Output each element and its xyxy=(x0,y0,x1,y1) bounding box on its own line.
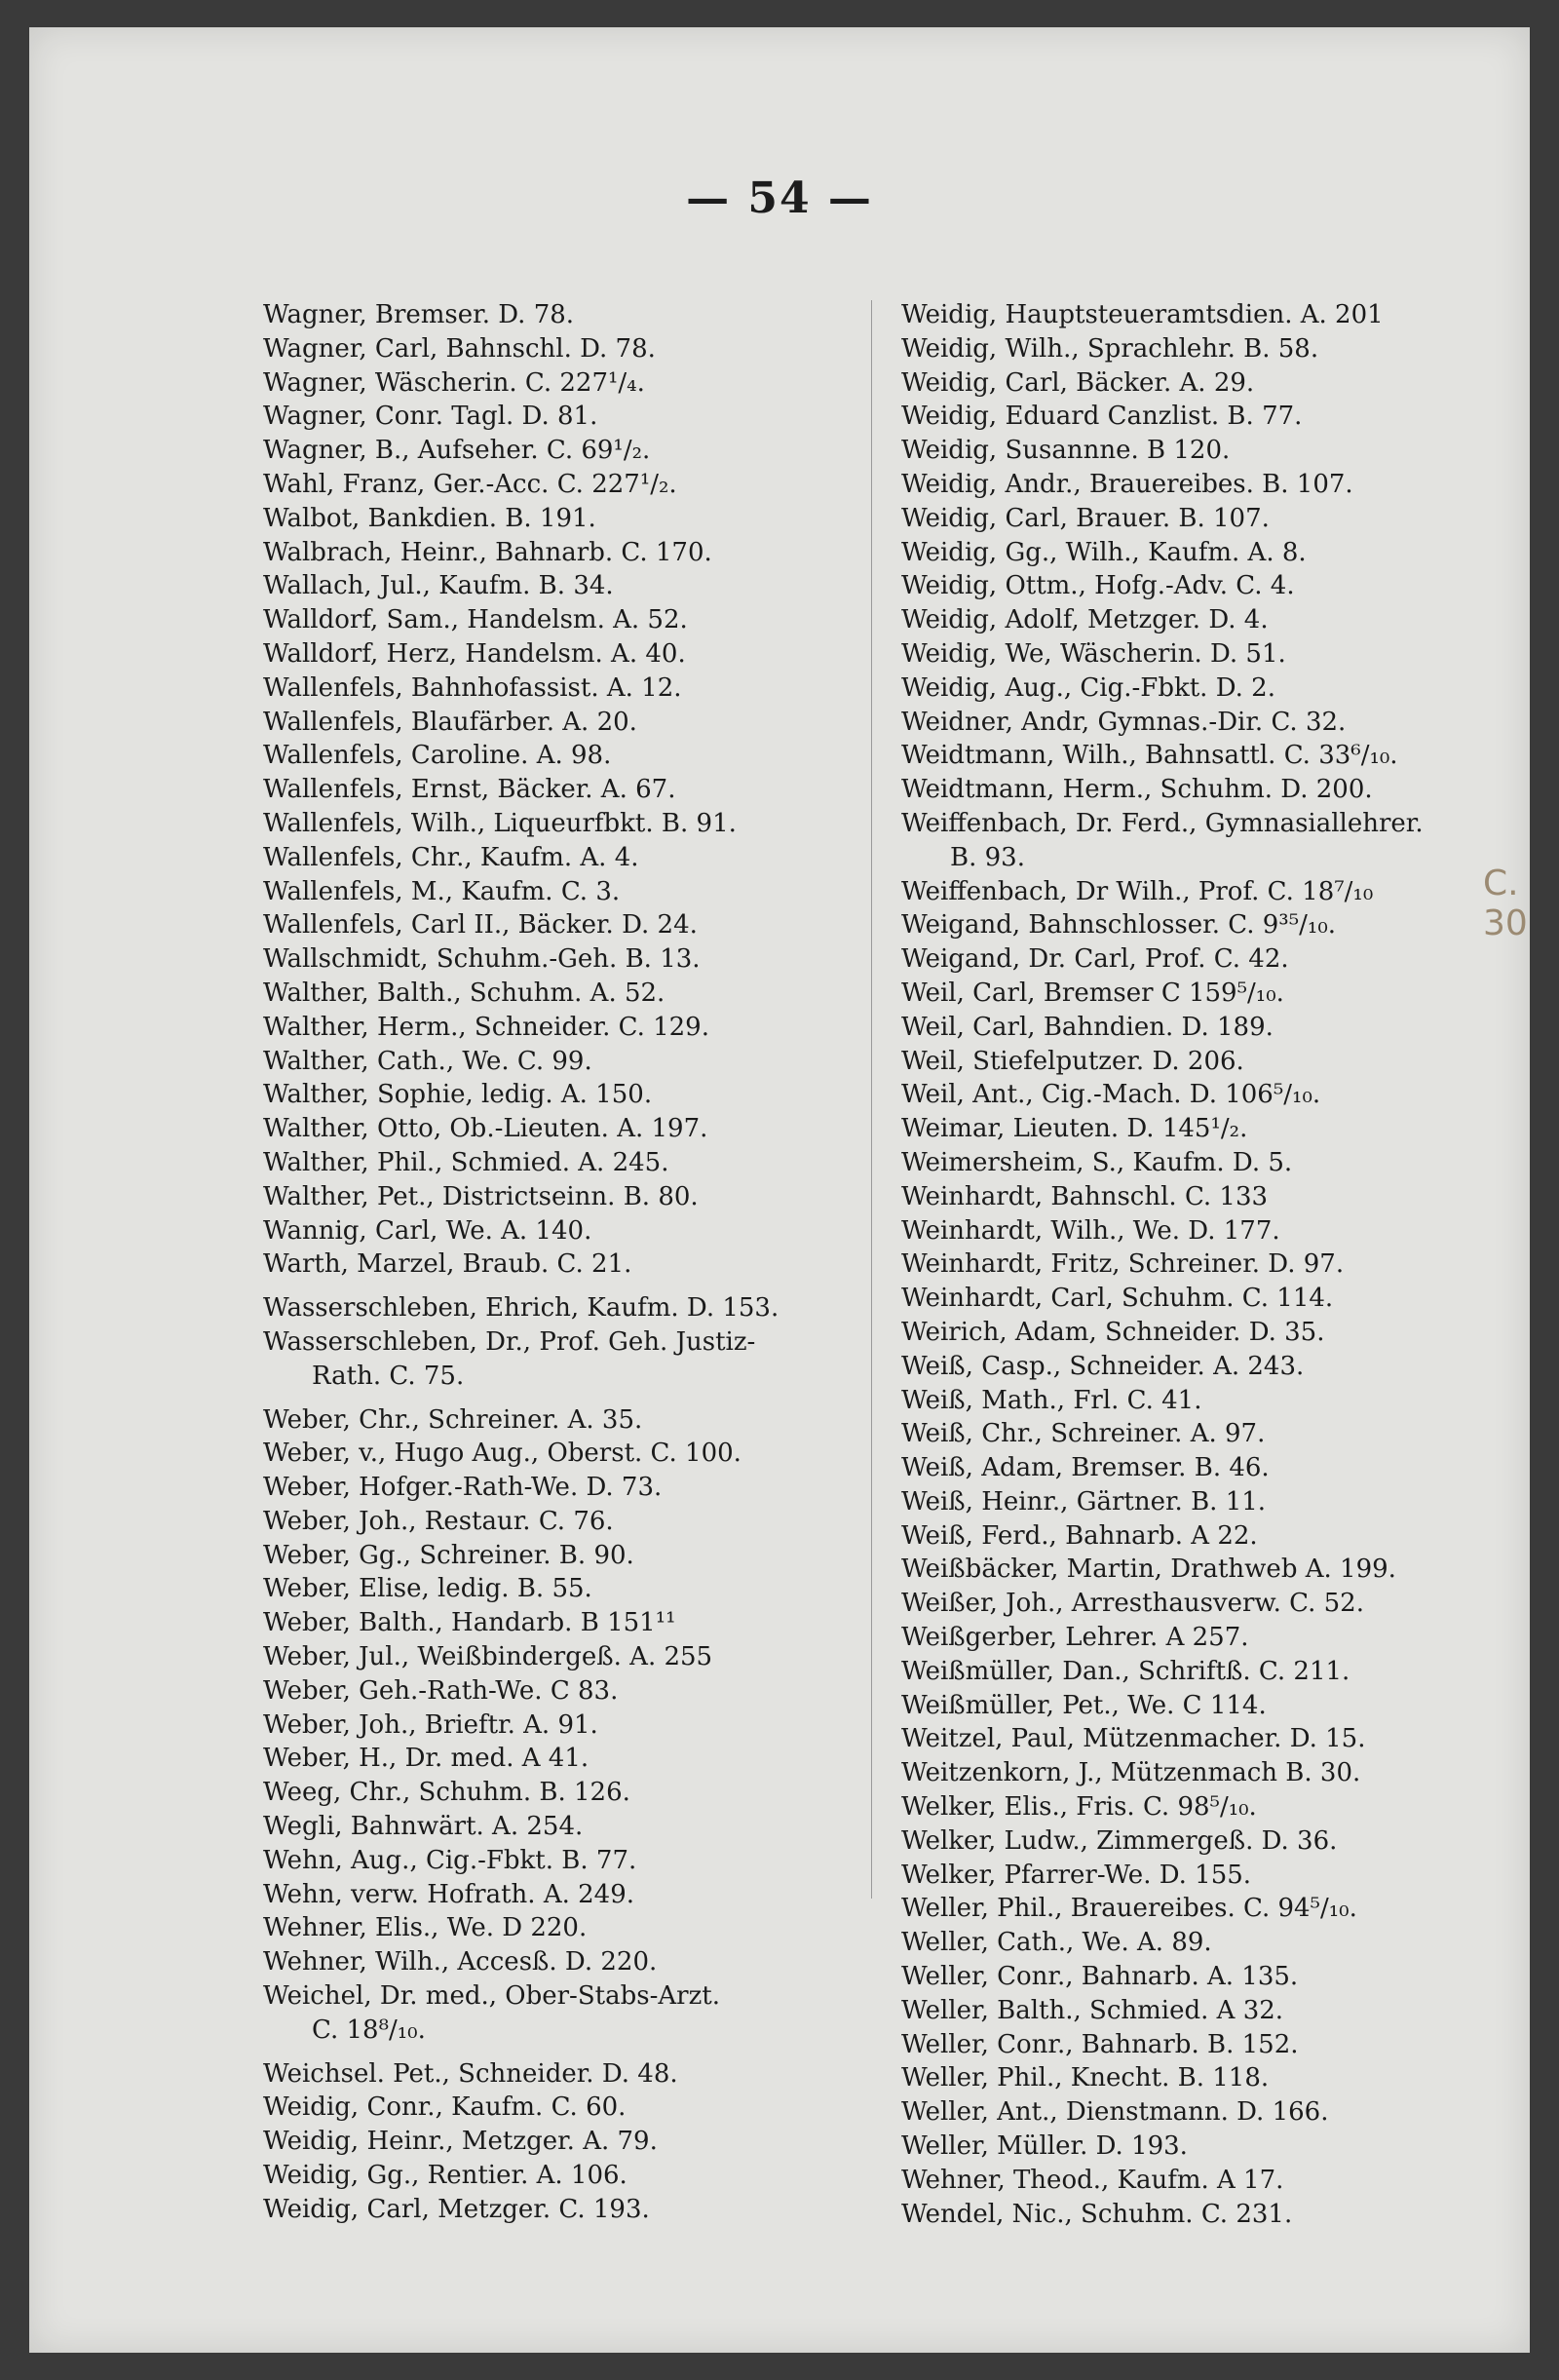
directory-entry: Welker, Elis., Fris. C. 98⁵/₁₀. xyxy=(901,1792,1257,1823)
directory-entry: Walther, Herm., Schneider. C. 129. xyxy=(263,1012,709,1042)
directory-entry: Warth, Marzel, Braub. C. 21. xyxy=(263,1249,632,1280)
directory-entry: Weber, Jul., Weißbindergeß. A. 255 xyxy=(263,1642,713,1672)
directory-entry: Weinhardt, Carl, Schuhm. C. 114. xyxy=(901,1284,1334,1314)
directory-entry: Weller, Ant., Dienstmann. D. 166. xyxy=(901,2097,1329,2128)
directory-entry: Weller, Conr., Bahnarb. B. 152. xyxy=(901,2029,1299,2059)
directory-entry: Wagner, B., Aufseher. C. 69¹/₂. xyxy=(263,436,651,466)
directory-entry: Wallenfels, Ernst, Bäcker. A. 67. xyxy=(263,775,676,805)
directory-entry: Weber, Balth., Handarb. B 151¹¹ xyxy=(263,1608,676,1638)
directory-entry: Weil, Stiefelputzer. D. 206. xyxy=(901,1046,1244,1076)
directory-entry: Weinhardt, Bahnschl. C. 133 xyxy=(901,1181,1269,1211)
directory-entry: Wagner, Wäscherin. C. 227¹/₄. xyxy=(263,367,645,398)
directory-entry: Weidig, Conr., Kaufm. C. 60. xyxy=(263,2092,627,2123)
directory-entry: B. 93. xyxy=(950,842,1025,872)
directory-entry: Weber, Joh., Restaur. C. 76. xyxy=(263,1506,614,1536)
directory-entry: Weidig, Wilh., Sprachlehr. B. 58. xyxy=(901,333,1319,364)
directory-entry: Weber, Elise, ledig. B. 55. xyxy=(263,1574,592,1604)
directory-entry: Weidig, Eduard Canzlist. B. 77. xyxy=(901,402,1303,432)
directory-entry: Weller, Müller. D. 193. xyxy=(901,2131,1188,2162)
directory-entry: Wasserschleben, Dr., Prof. Geh. Justiz- xyxy=(263,1326,756,1357)
directory-entry: Walldorf, Herz, Handelsm. A. 40. xyxy=(263,638,686,669)
directory-entry: Weidig, Adolf, Metzger. D. 4. xyxy=(901,605,1269,635)
directory-entry: Weiß, Ferd., Bahnarb. A 22. xyxy=(901,1520,1258,1551)
directory-entry: Weiß, Math., Frl. C. 41. xyxy=(901,1385,1202,1415)
directory-entry: Weidtmann, Herm., Schuhm. D. 200. xyxy=(901,775,1373,805)
directory-entry: Weidtmann, Wilh., Bahnsattl. C. 33⁶/₁₀. xyxy=(901,741,1398,771)
directory-entry: Walther, Phil., Schmied. A. 245. xyxy=(263,1147,669,1177)
directory-entry: Wagner, Bremser. D. 78. xyxy=(263,300,575,329)
directory-entry: Wallenfels, Caroline. A. 98. xyxy=(263,741,612,771)
directory-entry: Walbrach, Heinr., Bahnarb. C. 170. xyxy=(263,537,712,567)
directory-entry: Wallschmidt, Schuhm.-Geh. B. 13. xyxy=(263,944,701,975)
directory-entry: Wahl, Franz, Ger.-Acc. C. 227¹/₂. xyxy=(263,469,677,499)
directory-entry: Weißer, Joh., Arresthausverw. C. 52. xyxy=(901,1589,1364,1619)
directory-entry: Weitzel, Paul, Mützenmacher. D. 15. xyxy=(901,1724,1366,1754)
directory-entry: Weil, Ant., Cig.-Mach. D. 106⁵/₁₀. xyxy=(901,1080,1321,1110)
directory-entry: Weil, Carl, Bremser C 159⁵/₁₀. xyxy=(901,978,1284,1008)
directory-entry: Welker, Ludw., Zimmergeß. D. 36. xyxy=(901,1825,1338,1856)
directory-entry: Wallenfels, Chr., Kaufm. A. 4. xyxy=(263,842,639,872)
directory-entry: Weidig, We, Wäscherin. D. 51. xyxy=(901,638,1286,669)
directory-entry: Weidig, Gg., Rentier. A. 106. xyxy=(263,2161,627,2191)
directory-entry: Wehn, Aug., Cig.-Fbkt. B. 77. xyxy=(263,1845,637,1875)
directory-entry: Walther, Cath., We. C. 99. xyxy=(263,1046,592,1076)
directory-entry: Walther, Pet., Districtseinn. B. 80. xyxy=(263,1181,699,1211)
directory-page xyxy=(29,27,1530,2353)
directory-entry: Wannig, Carl, We. A. 140. xyxy=(263,1215,592,1246)
directory-entry: Wehn, verw. Hofrath. A. 249. xyxy=(263,1879,635,1909)
directory-entry: Weidig, Carl, Metzger. C. 193. xyxy=(263,2194,650,2224)
directory-entry: Wehner, Wilh., Accesß. D. 220. xyxy=(263,1947,658,1977)
directory-entry: Walbot, Bankdien. B. 191. xyxy=(263,503,596,533)
directory-entry: Weitzenkorn, J., Mützenmach B. 30. xyxy=(901,1758,1361,1788)
directory-entry: Weber, Joh., Brieftr. A. 91. xyxy=(263,1709,598,1740)
directory-entry: Wallenfels, Blaufärber. A. 20. xyxy=(263,707,637,737)
directory-entry: Weinhardt, Fritz, Schreiner. D. 97. xyxy=(901,1249,1345,1280)
directory-entry: Wallenfels, M., Kaufm. C. 3. xyxy=(263,876,621,906)
directory-entry: Weber, Chr., Schreiner. A. 35. xyxy=(263,1404,643,1435)
directory-entry: Weißmüller, Dan., Schriftß. C. 211. xyxy=(901,1656,1350,1686)
directory-entry: Weidig, Susannne. B 120. xyxy=(901,436,1231,466)
directory-entry: Weißbäcker, Martin, Drathweb A. 199. xyxy=(901,1555,1396,1585)
directory-entry: Weidig, Andr., Brauereibes. B. 107. xyxy=(901,469,1353,499)
directory-entry: Weidig, Carl, Bäcker. A. 29. xyxy=(901,367,1255,398)
directory-entry: Wehner, Elis., We. D 220. xyxy=(263,1913,588,1943)
directory-entry: Weidig, Aug., Cig.-Fbkt. D. 2. xyxy=(901,672,1275,703)
directory-entry: Weichsel. Pet., Schneider. D. 48. xyxy=(263,2058,678,2089)
directory-entry: Weigand, Bahnschlosser. C. 9³⁵/₁₀. xyxy=(901,910,1337,940)
directory-entry: Wasserschleben, Ehrich, Kaufm. D. 153. xyxy=(263,1293,780,1324)
handwritten-margin-annotation: C. 30 xyxy=(1483,864,1528,943)
directory-entry: Weber, Hofger.-Rath-We. D. 73. xyxy=(263,1473,663,1503)
directory-entry: Weber, v., Hugo Aug., Oberst. C. 100. xyxy=(263,1439,741,1469)
directory-entry: Weller, Phil., Brauereibes. C. 94⁵/₁₀. xyxy=(901,1894,1357,1924)
page-number: — 54 — xyxy=(686,173,873,223)
directory-entry: Weißgerber, Lehrer. A 257. xyxy=(901,1623,1249,1653)
directory-entry: Weidig, Heinr., Metzger. A. 79. xyxy=(263,2127,658,2157)
directory-entry: Weiffenbach, Dr Wilh., Prof. C. 18⁷/₁₀ xyxy=(901,876,1374,906)
directory-entry: Weller, Phil., Knecht. B. 118. xyxy=(901,2063,1270,2093)
directory-entry: Weiffenbach, Dr. Ferd., Gymnasiallehrer. xyxy=(901,808,1424,838)
directory-entry: Wallenfels, Carl II., Bäcker. D. 24. xyxy=(263,910,698,940)
left-column xyxy=(263,298,828,2227)
directory-entry: Weidig, Gg., Wilh., Kaufm. A. 8. xyxy=(901,537,1307,567)
directory-entry: Weil, Carl, Bahndien. D. 189. xyxy=(901,1012,1274,1042)
directory-entry: Walther, Sophie, ledig. A. 150. xyxy=(263,1080,653,1110)
directory-entry: Walther, Balth., Schuhm. A. 52. xyxy=(263,978,665,1008)
directory-entry: Weller, Conr., Bahnarb. A. 135. xyxy=(901,1962,1299,1992)
directory-entry: Weidig, Carl, Brauer. B. 107. xyxy=(901,503,1270,533)
directory-entry: Weiß, Adam, Bremser. B. 46. xyxy=(901,1453,1270,1483)
directory-entry: Weidig, Ottm., Hofg.-Adv. C. 4. xyxy=(901,571,1295,601)
directory-entry: Walther, Otto, Ob.-Lieuten. A. 197. xyxy=(263,1114,708,1144)
directory-entry: Rath. C. 75. xyxy=(312,1361,465,1391)
directory-entry: Weimersheim, S., Kaufm. D. 5. xyxy=(901,1147,1293,1177)
directory-entry: Weber, H., Dr. med. A 41. xyxy=(263,1744,589,1774)
directory-entry: Weller, Balth., Schmied. A 32. xyxy=(901,1995,1284,2025)
directory-entry: Weißmüller, Pet., We. C 114. xyxy=(901,1690,1267,1720)
directory-entry: Weiß, Casp., Schneider. A. 243. xyxy=(901,1351,1305,1381)
directory-entry: Weichel, Dr. med., Ober-Stabs-Arzt. xyxy=(263,1981,720,2012)
directory-entry: Wallenfels, Wilh., Liqueurfbkt. B. 91. xyxy=(263,808,737,838)
directory-entry: Wagner, Conr. Tagl. D. 81. xyxy=(263,402,598,432)
directory-entry: Wallenfels, Bahnhofassist. A. 12. xyxy=(263,672,682,703)
directory-entry: Weigand, Dr. Carl, Prof. C. 42. xyxy=(901,944,1289,975)
directory-entry: Weirich, Adam, Schneider. D. 35. xyxy=(901,1317,1325,1347)
directory-entry: Wegli, Bahnwärt. A. 254. xyxy=(263,1812,584,1842)
directory-entry: Wendel, Nic., Schuhm. C. 231. xyxy=(901,2199,1293,2229)
column-divider xyxy=(871,300,872,1899)
directory-entry: Weiß, Heinr., Gärtner. B. 11. xyxy=(901,1486,1267,1516)
right-column xyxy=(901,298,1496,2231)
directory-entry: Weidig, Hauptsteueramtsdien. A. 201 xyxy=(901,300,1384,329)
directory-entry: C. 18⁸/₁₀. xyxy=(312,2015,426,2045)
directory-entry: Weber, Geh.-Rath-We. C 83. xyxy=(263,1675,619,1706)
directory-entry: Weber, Gg., Schreiner. B. 90. xyxy=(263,1540,634,1570)
directory-entry: Weller, Cath., We. A. 89. xyxy=(901,1928,1212,1958)
directory-entry: Welker, Pfarrer-We. D. 155. xyxy=(901,1860,1252,1890)
directory-entry: Weeg, Chr., Schuhm. B. 126. xyxy=(263,1778,630,1808)
directory-entry: Wehner, Theod., Kaufm. A 17. xyxy=(901,2165,1284,2195)
directory-entry: Walldorf, Sam., Handelsm. A. 52. xyxy=(263,605,688,635)
directory-entry: Weiß, Chr., Schreiner. A. 97. xyxy=(901,1419,1266,1449)
directory-entry: Weidner, Andr, Gymnas.-Dir. C. 32. xyxy=(901,707,1347,737)
directory-entry: Weinhardt, Wilh., We. D. 177. xyxy=(901,1215,1280,1246)
directory-entry: Weimar, Lieuten. D. 145¹/₂. xyxy=(901,1114,1248,1144)
directory-entry: Wallach, Jul., Kaufm. B. 34. xyxy=(263,571,614,601)
directory-entry: Wagner, Carl, Bahnschl. D. 78. xyxy=(263,333,656,364)
